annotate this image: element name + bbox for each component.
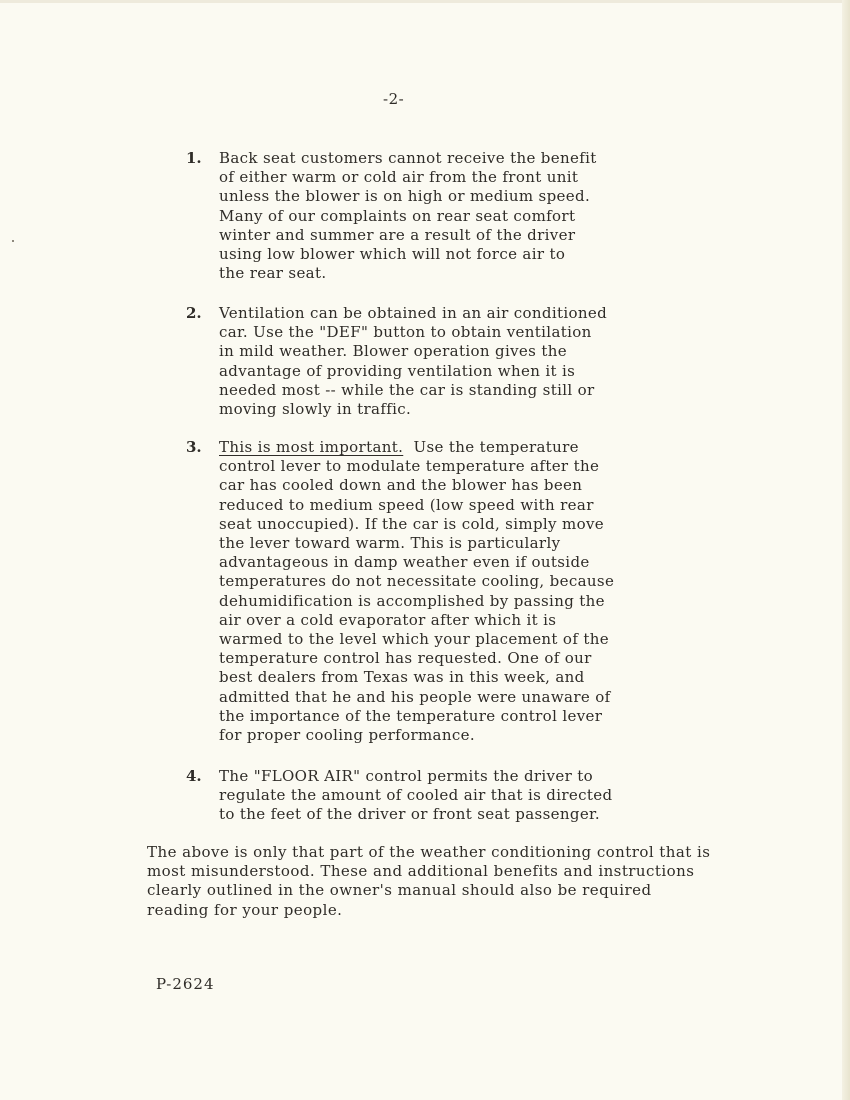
emphasis-underlined: This is most important. (219, 438, 404, 456)
page-number: -2- (383, 90, 405, 108)
text-line: the lever toward warm. This is particularly (219, 534, 561, 553)
item-number: 3. (186, 438, 202, 456)
item-number: 1. (186, 149, 202, 167)
text-line: the importance of the temperature control lever (219, 706, 603, 725)
text-line: car. Use the "DEF" button to obtain ventilation (219, 323, 592, 342)
item-number: 2. (186, 304, 202, 322)
text-line: car has cooled down and the blower has been (219, 476, 583, 495)
text-line: clearly outlined in the owner's manual should also be required (147, 881, 652, 900)
text-line: Ventilation can be obtained in an air conditioned (219, 304, 608, 322)
paper-speck (12, 240, 14, 242)
text-line: Back seat customers cannot receive the benefit (219, 149, 597, 167)
text-line: using low blower which will not force air to (219, 245, 566, 264)
text-line: advantage of providing ventilation when it is (219, 361, 576, 380)
text-line: warmed to the level which your placement of the (219, 630, 609, 649)
text-line: seat unoccupied). If the car is cold, simply move (219, 514, 605, 533)
text-line: Many of our complaints on rear seat comfort (219, 206, 576, 225)
item-number: 4. (186, 767, 202, 785)
text-line: admitted that he and his people were unaware of (219, 687, 611, 706)
text-line: reduced to medium speed (low speed with rear (219, 495, 594, 514)
text-line: winter and summer are a result of the driver (219, 225, 576, 244)
paper-top-edge (0, 0, 850, 3)
text-line: control lever to modulate temperature after the (219, 457, 600, 476)
text-line: best dealers from Texas was in this week, and (219, 668, 585, 687)
text-line: needed most -- while the car is standing still or (219, 380, 595, 399)
item-text (219, 767, 612, 825)
text-line: The above is only that part of the weather conditioning control that is (147, 843, 711, 861)
text-line: advantageous in damp weather even if outside (219, 553, 590, 572)
text-fragment: Use the temperature (403, 438, 579, 456)
text-line: the rear seat. (219, 264, 327, 283)
text-line: in mild weather. Blower operation gives the (219, 342, 567, 361)
item-text (219, 438, 614, 745)
text-line: temperature control has requested. One of our (219, 649, 592, 668)
text-line: unless the blower is on high or medium speed. (219, 187, 591, 206)
item-text (219, 149, 597, 283)
closing-paragraph (147, 843, 710, 920)
item-text (219, 304, 607, 419)
text-line: The "FLOOR AIR" control permits the driver to (219, 767, 594, 785)
text-line: regulate the amount of cooled air that is directed (219, 786, 613, 805)
text-line: temperatures do not necessitate cooling, because (219, 572, 615, 591)
text-line (219, 438, 614, 457)
text-line: of either warm or cold air from the front unit (219, 168, 579, 187)
text-line: moving slowly in traffic. (219, 400, 412, 419)
text-line: dehumidification is accomplished by passing the (219, 591, 605, 610)
document-code: P-2624 (156, 975, 215, 993)
text-line: reading for your people. (147, 900, 343, 919)
text-line: to the feet of the driver or front seat passenger. (219, 805, 601, 824)
text-line: most misunderstood. These and additional benefits and instructions (147, 862, 695, 881)
text-line: for proper cooling performance. (219, 726, 475, 745)
text-line: air over a cold evaporator after which it is (219, 610, 557, 629)
paper-right-edge (842, 0, 850, 1100)
